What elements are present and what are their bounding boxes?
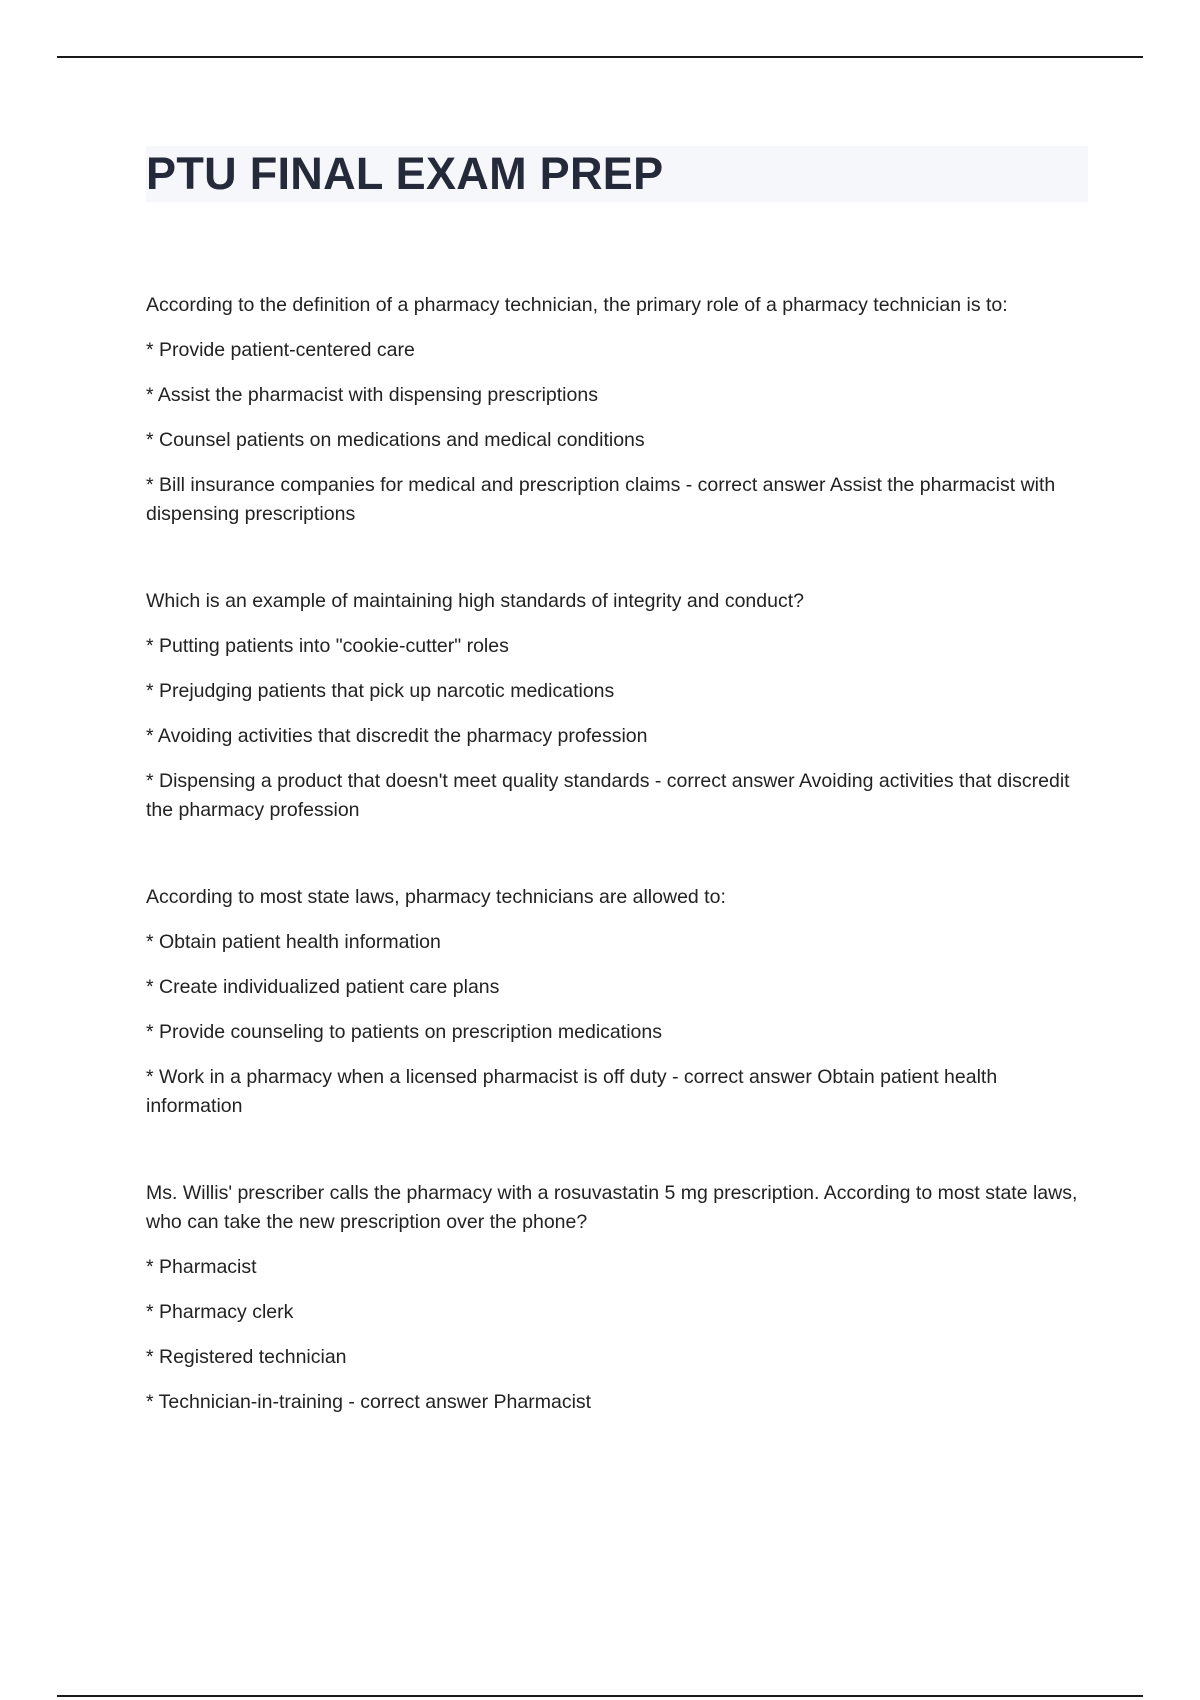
answer-option-with-correct-answer: * Work in a pharmacy when a licensed pharmacist is off duty - correct answer Obtain patient health information xyxy=(146,1066,998,1117)
question-list xyxy=(146,291,1086,1475)
answer-option: * Assist the pharmacist with dispensing prescriptions xyxy=(146,384,598,406)
question-text: Ms. Willis' prescriber calls the pharmacy with a rosuvastatin 5 mg prescription. According to most state laws, who can take the new prescription over the phone? xyxy=(146,1182,1078,1233)
page-title: PTU FINAL EXAM PREP xyxy=(146,148,664,199)
answer-option: * Provide counseling to patients on prescription medications xyxy=(146,1021,662,1043)
answer-option-with-correct-answer: * Bill insurance companies for medical and prescription claims - correct answer Assist the pharmacist with dispensing prescriptions xyxy=(146,474,1056,525)
answer-option: * Counsel patients on medications and medical conditions xyxy=(146,429,645,451)
answer-option: * Prejudging patients that pick up narcotic medications xyxy=(146,680,615,702)
question-block xyxy=(146,587,1086,825)
answer-option-with-correct-answer: * Technician-in-training - correct answer Pharmacist xyxy=(146,1391,592,1413)
answer-option: * Pharmacist xyxy=(146,1256,257,1278)
answer-option: * Avoiding activities that discredit the pharmacy profession xyxy=(146,725,648,747)
answer-option: * Pharmacy clerk xyxy=(146,1301,294,1323)
answer-option: * Provide patient-centered care xyxy=(146,339,415,361)
answer-option: * Create individualized patient care plans xyxy=(146,976,500,998)
answer-option: * Putting patients into "cookie-cutter" roles xyxy=(146,635,509,657)
bottom-divider xyxy=(57,1695,1143,1697)
question-text: According to the definition of a pharmacy technician, the primary role of a pharmacy technician is to: xyxy=(146,294,1008,316)
question-block xyxy=(146,291,1086,529)
question-text: According to most state laws, pharmacy technicians are allowed to: xyxy=(146,886,726,908)
question-text: Which is an example of maintaining high standards of integrity and conduct? xyxy=(146,590,804,612)
top-divider xyxy=(57,56,1143,58)
question-block xyxy=(146,883,1086,1121)
answer-option: * Registered technician xyxy=(146,1346,347,1368)
answer-option-with-correct-answer: * Dispensing a product that doesn't meet quality standards - correct answer Avoiding activities that discredit the pharmacy profession xyxy=(146,770,1070,821)
answer-option: * Obtain patient health information xyxy=(146,931,441,953)
question-block xyxy=(146,1179,1086,1417)
